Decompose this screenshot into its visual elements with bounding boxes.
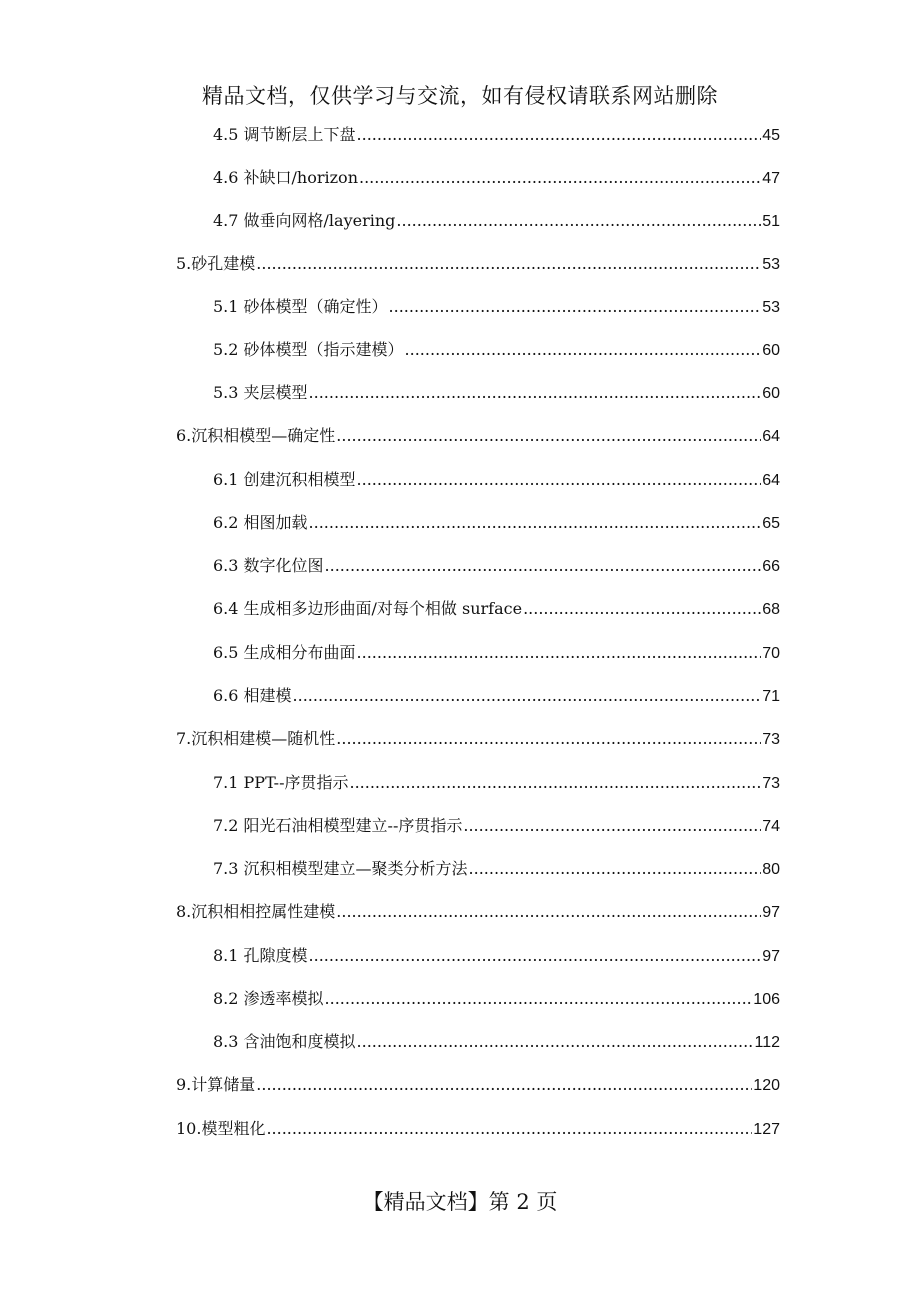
toc-entry-title: 5.3 夹层模型 bbox=[213, 383, 308, 402]
toc-entry[interactable] bbox=[213, 813, 780, 839]
toc-entry-title: 6.3 数字化位图 bbox=[213, 556, 324, 575]
toc-leader-dots bbox=[336, 899, 761, 925]
toc-entry[interactable] bbox=[213, 856, 780, 882]
toc-entry-title: 9.计算储量 bbox=[176, 1075, 256, 1094]
toc-entry-page: 45 bbox=[762, 127, 780, 144]
toc-entry-title: 5.2 砂体模型（指示建模） bbox=[213, 340, 404, 359]
toc-entry-title: 6.1 创建沉积相模型 bbox=[213, 470, 356, 489]
toc-leader-dots bbox=[256, 251, 761, 277]
toc-entry[interactable] bbox=[176, 899, 780, 925]
toc-entry[interactable] bbox=[213, 596, 780, 622]
toc-entry[interactable] bbox=[213, 122, 780, 148]
toc-entry[interactable] bbox=[176, 423, 780, 449]
toc-leader-dots bbox=[309, 943, 762, 969]
toc-leader-dots bbox=[336, 726, 761, 752]
toc-entry-title: 8.3 含油饱和度模拟 bbox=[213, 1032, 356, 1051]
toc-leader-dots bbox=[293, 683, 762, 709]
toc-leader-dots bbox=[463, 813, 761, 839]
toc-entry-title: 8.2 渗透率模拟 bbox=[213, 989, 324, 1008]
page-header: 精品文档，仅供学习与交流，如有侵权请联系网站删除 bbox=[202, 84, 718, 108]
toc-entry-title: 7.1 PPT--序贯指示 bbox=[213, 773, 349, 792]
toc-entry[interactable] bbox=[213, 640, 780, 666]
toc-entry-page: 120 bbox=[753, 1077, 780, 1094]
toc-entry-title: 7.沉积相建模—随机性 bbox=[176, 729, 336, 748]
toc-entry-page: 74 bbox=[762, 818, 780, 835]
toc-entry[interactable] bbox=[213, 380, 780, 406]
toc-entry-title: 4.5 调节断层上下盘 bbox=[213, 125, 356, 144]
toc-entry[interactable] bbox=[176, 1116, 780, 1142]
toc-entry-page: 71 bbox=[762, 688, 780, 705]
toc-leader-dots bbox=[357, 122, 762, 148]
toc-entry-page: 53 bbox=[762, 256, 780, 273]
toc-leader-dots bbox=[266, 1116, 752, 1142]
toc-entry[interactable] bbox=[213, 467, 780, 493]
toc-entry-page: 70 bbox=[762, 645, 780, 662]
toc-entry[interactable] bbox=[213, 770, 780, 796]
toc-leader-dots bbox=[336, 423, 761, 449]
toc-leader-dots bbox=[389, 294, 762, 320]
toc-leader-dots bbox=[309, 380, 762, 406]
toc-entry[interactable] bbox=[213, 208, 780, 234]
toc-entry[interactable] bbox=[176, 251, 780, 277]
toc-entry-title: 7.3 沉积相模型建立—聚类分析方法 bbox=[213, 859, 468, 878]
toc-entry[interactable] bbox=[213, 510, 780, 536]
toc-entry-page: 66 bbox=[762, 558, 780, 575]
page-footer: 【精品文档】第 2 页 bbox=[362, 1190, 558, 1214]
toc-entry-page: 73 bbox=[762, 775, 780, 792]
toc-entry-title: 5.砂孔建模 bbox=[176, 254, 256, 273]
toc-entry-page: 112 bbox=[754, 1034, 780, 1051]
toc-entry-page: 64 bbox=[762, 472, 780, 489]
toc-entry-title: 6.6 相建模 bbox=[213, 686, 292, 705]
toc-entry[interactable] bbox=[213, 943, 780, 969]
toc-entry[interactable] bbox=[176, 1072, 780, 1098]
toc-entry-title: 4.6 补缺口/horizon bbox=[213, 168, 358, 187]
toc-entry[interactable] bbox=[213, 165, 780, 191]
toc-entry-title: 6.2 相图加载 bbox=[213, 513, 308, 532]
toc-leader-dots bbox=[523, 596, 761, 622]
toc-leader-dots bbox=[357, 1029, 754, 1055]
toc-entry[interactable] bbox=[213, 294, 780, 320]
toc-entry-page: 65 bbox=[762, 515, 780, 532]
toc-entry[interactable] bbox=[213, 553, 780, 579]
toc-entry-title: 8.1 孔隙度模 bbox=[213, 946, 308, 965]
toc-entry-page: 51 bbox=[762, 213, 780, 230]
toc-leader-dots bbox=[359, 165, 761, 191]
toc-entry-page: 47 bbox=[762, 170, 780, 187]
toc-leader-dots bbox=[357, 640, 762, 666]
toc-leader-dots bbox=[405, 337, 762, 363]
toc-entry[interactable] bbox=[213, 337, 780, 363]
toc-leader-dots bbox=[469, 856, 762, 882]
toc-entry-title: 6.沉积相模型—确定性 bbox=[176, 426, 336, 445]
toc-leader-dots bbox=[325, 553, 762, 579]
toc-entry-page: 73 bbox=[762, 731, 780, 748]
toc-entry-page: 106 bbox=[753, 991, 780, 1008]
toc-entry[interactable] bbox=[213, 986, 780, 1012]
toc-leader-dots bbox=[325, 986, 753, 1012]
toc-entry-page: 80 bbox=[762, 861, 780, 878]
toc-entry-title: 4.7 做垂向网格/layering bbox=[213, 211, 396, 230]
toc-entry-page: 60 bbox=[762, 342, 780, 359]
toc-entry-page: 97 bbox=[762, 904, 780, 921]
toc-entry-page: 60 bbox=[762, 385, 780, 402]
toc-entry-page: 127 bbox=[753, 1121, 780, 1138]
toc-leader-dots bbox=[350, 770, 762, 796]
toc-leader-dots bbox=[309, 510, 762, 536]
toc-entry-page: 53 bbox=[762, 299, 780, 316]
toc-leader-dots bbox=[256, 1072, 752, 1098]
toc-entry-title: 8.沉积相相控属性建模 bbox=[176, 902, 336, 921]
toc-entry-page: 64 bbox=[762, 428, 780, 445]
toc-entry-page: 68 bbox=[762, 601, 780, 618]
toc-entry-page: 97 bbox=[762, 948, 780, 965]
toc-entry-title: 5.1 砂体模型（确定性） bbox=[213, 297, 388, 316]
toc-leader-dots bbox=[357, 467, 762, 493]
toc-entry[interactable] bbox=[176, 726, 780, 752]
toc-entry-title: 6.4 生成相多边形曲面/对每个相做 surface bbox=[213, 599, 523, 618]
toc-entry-title: 7.2 阳光石油相模型建立--序贯指示 bbox=[213, 816, 463, 835]
toc-entry[interactable] bbox=[213, 683, 780, 709]
toc-entry-title: 10.模型粗化 bbox=[176, 1119, 266, 1138]
toc-leader-dots bbox=[396, 208, 761, 234]
toc-entry-title: 6.5 生成相分布曲面 bbox=[213, 643, 356, 662]
toc-entry[interactable] bbox=[213, 1029, 780, 1055]
